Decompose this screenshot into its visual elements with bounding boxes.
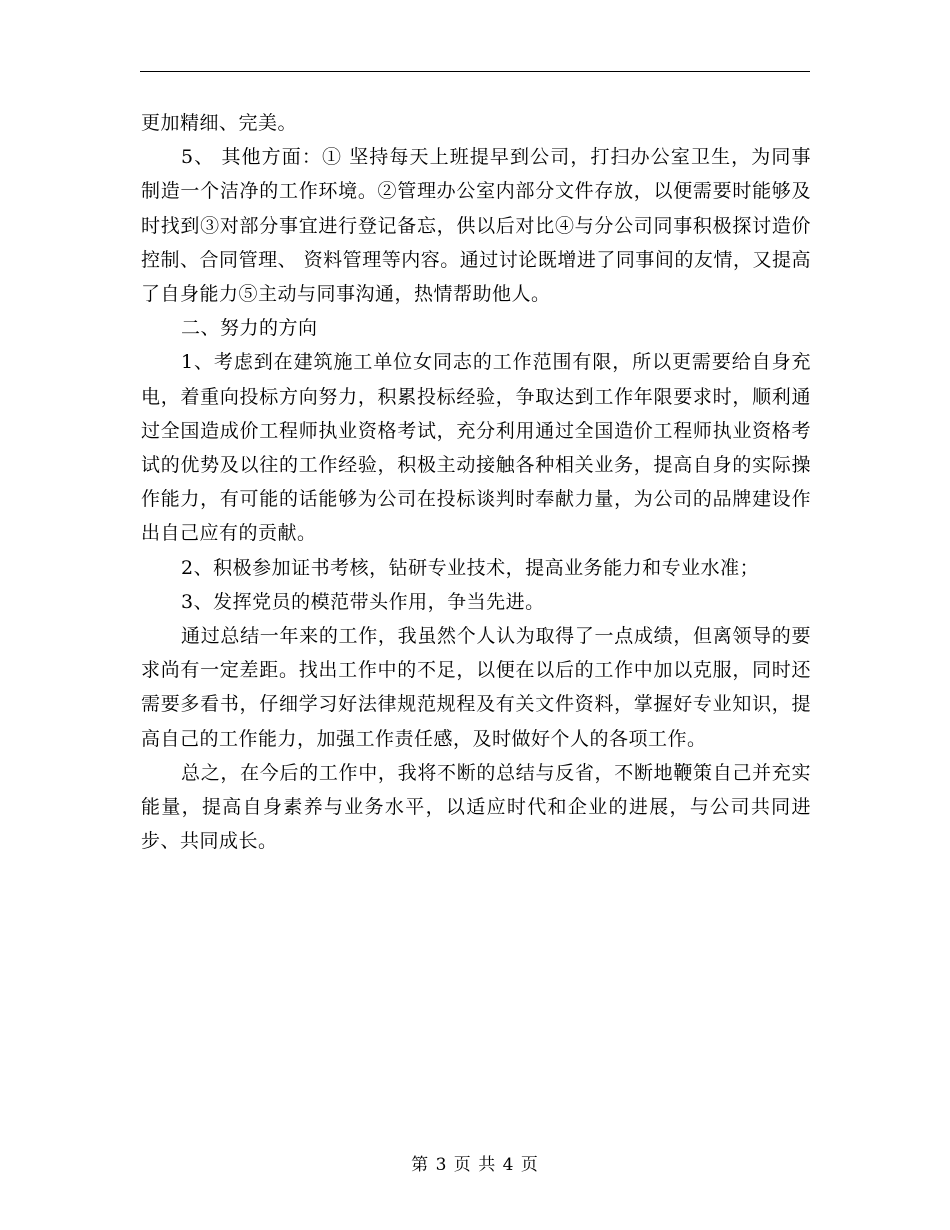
paragraph-summary: 通过总结一年来的工作，我虽然个人认为取得了一点成绩，但离领导的要求尚有一定差距。找出工作中的不足，以便在以后的工作中加以克服，同时还需要多看书，仔细学习好法律规范规程及有关文件资料，掌握好专业知识，提高自己的工作能力，加强工作责任感，及时做好个人的各项工作。	[141, 625, 811, 750]
page-number: 第 3 页 共 4 页	[411, 1155, 539, 1175]
paragraph-item-1: 1、考虑到在建筑施工单位女同志的工作范围有限，所以更需要给自身充电，着重向投标方向努力，积累投标经验，争取达到工作年限要求时，顺利通过全国造成价工程师执业资格考试，充分利用通过全国造价工程师执业资格考试的优势及以往的工作经验，积极主动接触各种相关业务，提高自身的实际操作能力，有可能的话能够为公司在投标谈判时奉献力量，为公司的品牌建设作出自己应有的贡献。	[141, 351, 811, 545]
document-body	[141, 106, 811, 858]
header-rule	[140, 71, 810, 72]
paragraph-continuation: 更加精细、完美。	[141, 112, 298, 134]
paragraph-conclusion: 总之，在今后的工作中，我将不断的总结与反省，不断地鞭策自己并充实能量，提高自身素养与业务水平，以适应时代和企业的进展，与公司共同进步、共同成长。	[141, 761, 811, 853]
paragraph-item-3: 3、发挥党员的模范带头作用，争当先进。	[181, 590, 545, 613]
paragraph-other-aspects: 5、 其他方面：① 坚持每天上班提早到公司，打扫办公室卫生，为同事制造一个洁净的工作环境。②管理办公室内部分文件存放，以便需要时能够及时找到③对部分事宜进行登记备忘，供以后对比④与分公司同事积极探讨造价控制、合同管理、 资料管理等内容。通过讨论既增进了同事间的友情，又提高了自身能力⑤主动与同事沟通，热情帮助他人。	[141, 146, 811, 306]
paragraph-item-2: 2、积极参加证书考核，钻研专业技术，提高业务能力和专业水准；	[181, 556, 760, 579]
section-heading-direction: 二、努力的方向	[181, 317, 318, 340]
